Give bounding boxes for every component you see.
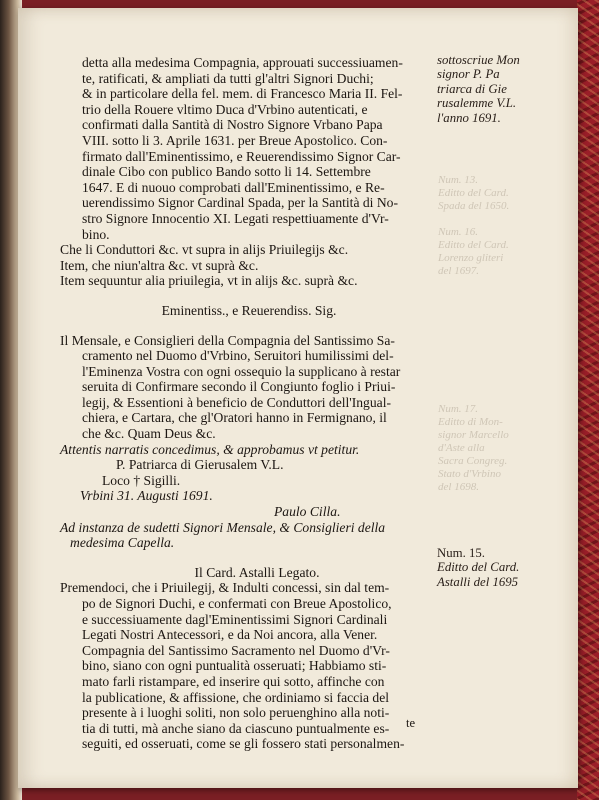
text-line: confirmati dalla Santità di Nostro Signore Vrbano Papa: [82, 117, 383, 133]
text-line: dinale Cibo con publico Bando sotto li 14. Settembre: [82, 164, 371, 180]
text-line: seruita di Confirmare secondo il Congiunto foglio i Priui-: [82, 379, 396, 395]
text-line: detta alla medesima Compagnia, approuati successiuamen-: [82, 55, 403, 70]
text-line: bino.: [82, 226, 110, 242]
margin-note-line: rusalemme V.L.: [437, 96, 517, 111]
text-line: seguiti, ed osseruati, come se gli fossero stati personalmen-: [82, 736, 405, 752]
seal-line: Loco † Sigilli.: [102, 472, 181, 488]
text-line: VIII. sotto li 3. Aprile 1631. per Breue Apostolico. Con-: [82, 132, 388, 148]
text-line: Premendoci, che i Priuilegij, & Indulti concessi, sin dal tem-: [60, 580, 390, 596]
text-line: cramento nel Duomo d'Vrbino, Seruitori humilissimi del-: [82, 348, 394, 364]
text-line: Che li Conduttori &c. vt supra in alijs Priuilegijs &c.: [60, 242, 349, 258]
paragraph-supplication: [60, 333, 428, 442]
margin-note-line: sottoscriue Mon: [437, 53, 520, 67]
instance-line: Ad instanza de sudetti Signori Mensale, & Consiglieri della: [60, 519, 386, 535]
text-line: la publicatione, & affissione, che ordiniamo si faccia del: [82, 689, 390, 705]
heading-astalli: Il Card. Astalli Legato.: [194, 564, 320, 580]
text-line: Legati Nostri Antecessori, e da Noi ancora, alla Vener.: [82, 627, 378, 643]
margin-note-line: Editto del Card.: [437, 560, 520, 575]
document-page: [18, 8, 578, 788]
text-line: presente à i luoghi soliti, non solo peruenghino alla noti-: [82, 705, 390, 721]
text-line: trio della Rouere vltimo Duca d'Vrbino autenticati, e: [82, 101, 368, 117]
date-line: Vrbini 31. Augusti 1691.: [80, 488, 213, 504]
text-line: e successiuamente dagl'Eminentissimi Signori Cardinali: [82, 611, 388, 627]
text-line: tia di tutti, mà anche siano da ciascuno puntualmente es-: [82, 720, 390, 736]
text-line: che &c. Quam Deus &c.: [82, 426, 216, 442]
main-text-column: [60, 55, 428, 752]
catchword: te: [406, 716, 416, 730]
text-line: chiera, e Cartara, che gl'Oratori hanno in Fermignano, il: [82, 410, 387, 426]
signatory-line: P. Patriarca di Gierusalem V.L.: [116, 457, 284, 473]
margin-note-num15: [437, 546, 567, 589]
margin-note-line: Num. 15.: [437, 546, 485, 560]
rescript-line: Attentis narratis concedimus, & approbamus vt petitur.: [60, 441, 360, 457]
text-line: uerendissimo Signor Cardinal Spada, per la Santità di No-: [82, 195, 398, 211]
text-line: firmato dall'Eminentissimo, e Reuerendissimo Signor Car-: [82, 148, 401, 164]
margin-note-patriarch: [437, 53, 567, 125]
instance-line: medesima Capella.: [70, 535, 175, 551]
text-line: Compagnia del Santissimo Sacramento nel Duomo d'Vr-: [82, 642, 390, 658]
text-line: Item sequuntur alia priuilegia, vt in alijs &c. suprà &c.: [60, 273, 358, 289]
text-line: bino, siano con ogni puntualità osseruati; Habbiamo sti-: [82, 658, 387, 674]
bleed-through-text: Num. 13. Editto del Card. Spada del 1650. Num. 16. Editto del Card. Lorenzo gliteri del 1697.: [438, 174, 510, 277]
text-line: Il Mensale, e Consiglieri della Compagnia del Santissimo Sa-: [60, 332, 395, 348]
text-line: & in particolare della fel. mem. di Francesco Maria II. Fel-: [82, 86, 403, 102]
text-line: mato farli ristampare, ed inserire qui sotto, affinche con: [82, 673, 385, 689]
margin-note-line: triarca di Gie: [437, 81, 507, 96]
margin-note-line: Astalli del 1695: [437, 574, 519, 589]
paragraph-privileges: [60, 55, 428, 242]
text-line: l'Eminenza Vostra con ogni ossequio la supplicano à restar: [82, 363, 401, 379]
text-line: te, ratificati, & ampliati da tutti gl'altri Signori Duchi;: [82, 70, 374, 86]
text-line: po de Signori Duchi, e confermati con Breue Apostolico,: [82, 596, 392, 611]
margin-note-line: l'anno 1691.: [437, 110, 501, 125]
secretary-line: Paulo Cilla.: [274, 504, 341, 520]
text-line: legij, & Essentioni à beneficio de Conduttori dell'Ingual-: [82, 394, 391, 410]
item-lines: [60, 242, 428, 289]
marbled-edge: [577, 0, 599, 800]
text-line: 1647. E di nuouo comprobati dall'Eminentissimo, e Re-: [82, 179, 385, 195]
margin-note-line: signor P. Pa: [437, 67, 500, 82]
text-line: Item, che niun'altra &c. vt suprà &c.: [60, 257, 259, 273]
bleed-through-text-2: Num. 17. Editto di Mon- signor Marcello d'Aste alla Sacra Congreg. Stato d'Vrbino del 1698.: [438, 403, 509, 493]
heading-eminentissimo: Eminentiss., e Reuerendiss. Sig.: [161, 302, 337, 318]
text-line: stro Signore Innocentio XI. Legati respettiuamente d'Vr-: [82, 210, 389, 226]
paragraph-edict: [60, 580, 428, 752]
